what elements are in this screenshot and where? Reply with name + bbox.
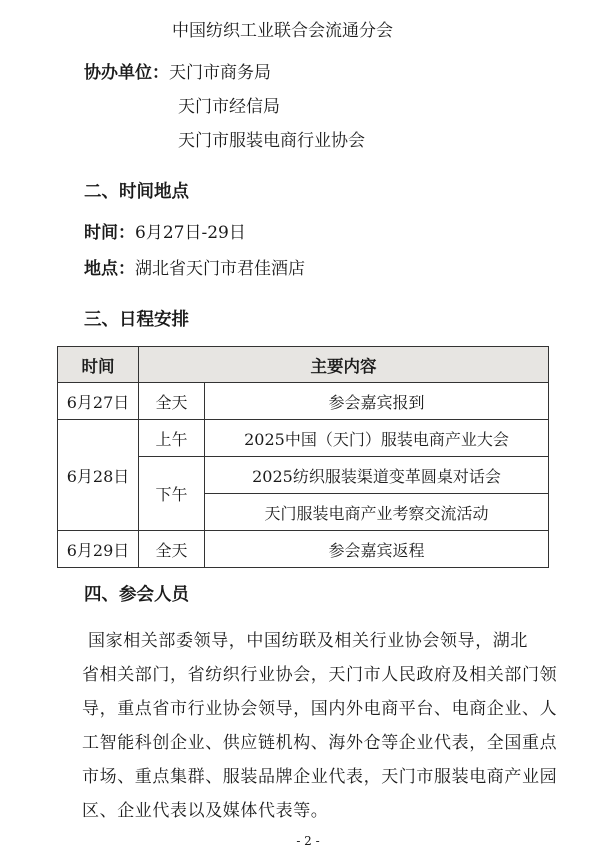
paragraph-line: 市场、重点集群、服装品牌企业代表，天门市服装电商产业园: [82, 767, 558, 787]
table-header-row: [58, 347, 549, 383]
table-cell-date: 6月29日: [58, 531, 139, 568]
assist-unit-3: 天门市服装电商行业协会: [178, 131, 365, 151]
assist-unit-row: [84, 62, 271, 84]
table-cell-content: 参会嘉宾返程: [205, 531, 549, 568]
time-value: 6月27日-29日: [135, 223, 246, 243]
time-label: 时间：: [84, 223, 135, 243]
paragraph-line: 国家相关部委领导，中国纺联及相关行业协会领导，湖北: [88, 631, 528, 651]
schedule-table: [57, 346, 549, 568]
table-cell-content: 参会嘉宾报到: [205, 383, 549, 420]
assist-unit-1: 天门市商务局: [169, 63, 271, 83]
section-heading-schedule: 三、日程安排: [84, 310, 189, 330]
table-cell-date: 6月27日: [58, 383, 139, 420]
paragraph-line: 导，重点省市行业协会领导，国内外电商平台、电商企业、人: [82, 699, 558, 719]
assist-unit-label: 协办单位：: [84, 63, 169, 83]
table-header-content: 主要内容: [139, 347, 549, 383]
co-organizer-line: 中国纺织工业联合会流通分会: [172, 21, 393, 41]
place-row: [84, 258, 305, 280]
table-header-time: 时间: [58, 347, 139, 383]
table-cell-date: 6月28日: [58, 420, 139, 531]
section-heading-attendees: 四、参会人员: [84, 585, 189, 605]
table-cell-content: 天门服装电商产业考察交流活动: [205, 494, 549, 531]
place-value: 湖北省天门市君佳酒店: [135, 259, 305, 279]
table-cell-period: 上午: [139, 420, 205, 457]
assist-unit-2: 天门市经信局: [178, 97, 280, 117]
table-cell-period: 全天: [139, 531, 205, 568]
section-heading-time-place: 二、时间地点: [84, 182, 189, 202]
table-cell-period: 全天: [139, 383, 205, 420]
table-cell-period: 下午: [139, 457, 205, 531]
place-label: 地点：: [84, 259, 135, 279]
table-cell-content: 2025中国（天门）服装电商产业大会: [205, 420, 549, 457]
table-row: [58, 531, 549, 568]
table-row: [58, 420, 549, 457]
paragraph-line: 区、企业代表以及媒体代表等。: [82, 801, 329, 821]
time-row: [84, 222, 246, 244]
attendees-paragraph: [82, 624, 558, 828]
paragraph-line: 省相关部门，省纺织行业协会，天门市人民政府及相关部门领: [82, 665, 558, 685]
paragraph-line: 工智能科创企业、供应链机构、海外仓等企业代表，全国重点: [82, 733, 558, 753]
table-row: [58, 383, 549, 420]
table-cell-content: 2025纺织服装渠道变革圆桌对话会: [205, 457, 549, 494]
page-number: - 2 -: [296, 834, 320, 848]
